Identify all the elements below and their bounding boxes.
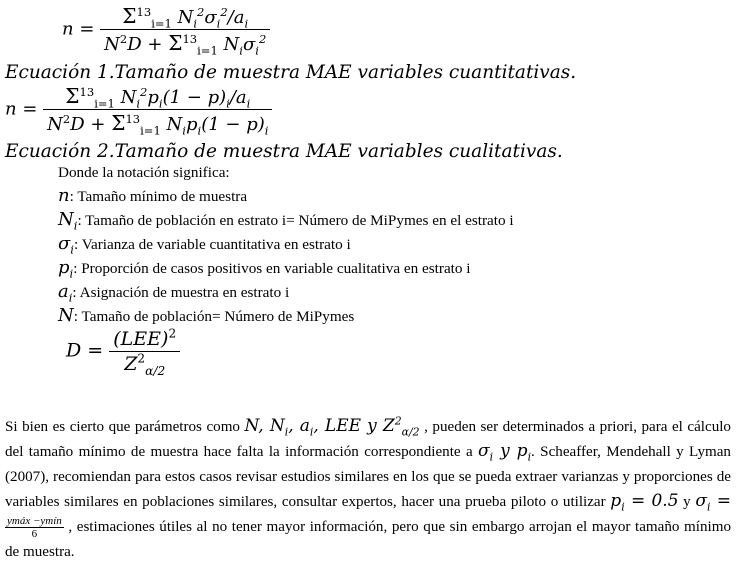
notation-item-N: N: Tamaño de población= Número de MiPymes [58, 305, 355, 326]
notation-item-n: n: Tamaño mínimo de muestra [58, 185, 248, 206]
d-formula: D = $\frac{(LEE)^2}{Z^2_{\alpha/2}}$ [66, 328, 180, 375]
p-value: 0.5 [651, 491, 679, 512]
notation-item-a: $a_i$: Asignación de muestra en estrato i [58, 281, 290, 305]
body-paragraph: Si bien es cierto que parámetros como N, $N_i$, $a_i$, LEE y $Z^2_{\alpha/2}$ , pueden ser determinados a priori, para el cálculo del tamaño mínimo de muestra hace falta la información correspondiente a $\sigma_i$ y $p_i$. Scheaffer, Mendehall y Lyman (2007), recomiendan para estos casos revisar estudios similares en los que se pueda extraer varianzas y proporciones de variables similares en poblaciones similares, consultar expertos, hacer una prueba piloto o utilizar $p_i = 0.5$ y $\sigma_i$ = ymáx −ymín 6 , estimaciones útiles al no tener mayor información, pero que sin embargo arrojan el mayor tamaño mínimo de muestra. [5, 414, 731, 560]
notation-item-sigma: $\sigma_i$: Varianza de variable cuantitativa en estrato i [58, 233, 351, 257]
equation-2-caption: Ecuación 2.Tamaño de muestra MAE variables cualitativas. [5, 141, 563, 162]
d-formula-fraction: $\frac{(LEE)^2}{Z^2_{\alpha/2}}$ [109, 328, 180, 375]
sigma-fraction: ymáx −ymín 6 [7, 514, 62, 540]
notation-item-p: $p_i$: Proporción de casos positivos en variable cualitativa en estrato i [58, 257, 471, 281]
equation-2: n = $\frac{\Sigma^{13}_{i=1} N_i^2p_i(1 - p)_i/a_i}{N^2D + \Sigma^{13}_{i=1} N_ip_i(1 - p)_i}$ [5, 84, 272, 135]
notation-intro: Donde la notación significa: [58, 164, 230, 181]
notation-item-Ni: $N_i$: Tamaño de población en estrato i= Número de MiPymes en el estrato i [58, 209, 514, 233]
equation-2-fraction: $\frac{\Sigma^{13}_{i=1} N_i^2p_i(1 - p)_i/a_i}{N^2D + \Sigma^{13}_{i=1} N_ip_i(1 - p)_i}$ [43, 84, 272, 135]
equation-1-fraction: $\frac{\Sigma^{13}_{i=1} N_i^2\sigma_i^2/a_i}{N^2D + \Sigma^{13}_{i=1} N_i\sigma_i^2}$ [100, 4, 270, 55]
equation-1-caption: Ecuación 1.Tamaño de muestra MAE variables cuantitativas. [5, 62, 577, 83]
equation-1-lhs: n = [62, 18, 95, 40]
equation-1 [62, 4, 270, 58]
